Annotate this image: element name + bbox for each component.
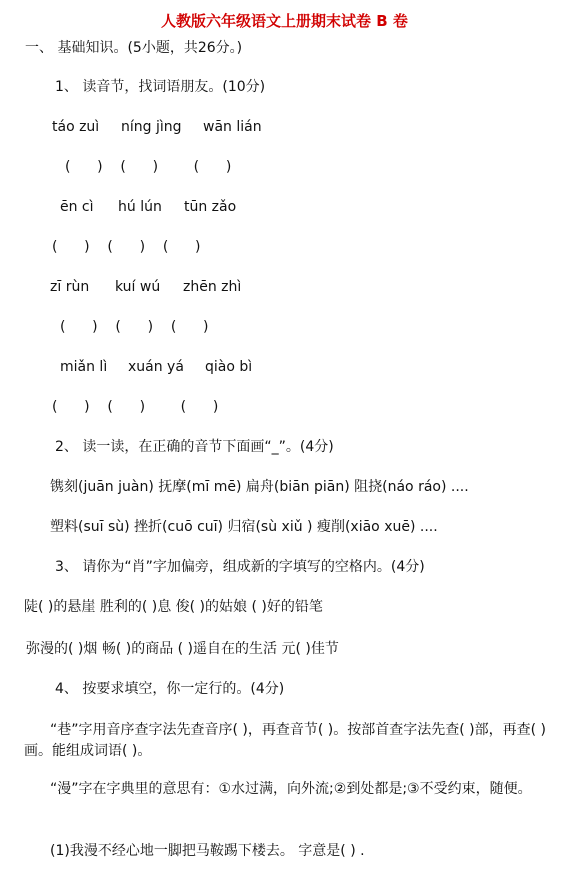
pinyin-item: qiào bì xyxy=(205,359,253,375)
page-title: 人教版六年级语文上册期末试卷 B 卷 xyxy=(161,12,408,30)
section-heading: 一、 基础知识。(5小题，共26分。) xyxy=(25,40,243,56)
question-4-paragraph: “漫”字在字典里的意思有：①水过满，向外流;②到处都是;③不受约束，随便。 xyxy=(50,781,532,797)
pinyin-item: wān lián xyxy=(203,119,262,135)
question-4-item: (1)我漫不经心地一脚把马鞍踢下楼去。 字意是( ) . xyxy=(50,843,365,859)
pinyin-item: xuán yá xyxy=(128,359,184,375)
pinyin-item: níng jìng xyxy=(121,119,182,135)
question-3-line: 弥漫的( )烟 畅( )的商品 ( )遥自在的生活 元( )佳节 xyxy=(26,641,339,657)
question-4-heading: 4、 按要求填空，你一定行的。(4分) xyxy=(55,681,285,697)
question-3-line: 陡( )的悬崖 胜利的( )息 俊( )的姑娘 ( )好的铅笔 xyxy=(24,599,323,615)
question-1-heading: 1、 读音节，找词语朋友。(10分) xyxy=(55,79,266,95)
answer-blanks: ( ) ( ) ( ) xyxy=(52,399,219,415)
question-3-heading: 3、 请你为“肖”字加偏旁，组成新的字填写的空格内。(4分) xyxy=(55,559,425,575)
question-4-paragraph: “巷”字用音序查字法先查音序( )，再查音节( )。按部首查字法先查( )部，再查( )画。能组成词语( )。 xyxy=(24,722,547,759)
question-2-line: 塑料(suī sù) 挫折(cuō cuī) 归宿(sù xiǔ ) 瘦削(xiāo xuē) .... xyxy=(50,519,438,535)
question-2-heading: 2、 读一读，在正确的音节下面画“_”。(4分) xyxy=(55,439,334,455)
pinyin-item: hú lún xyxy=(118,199,162,215)
answer-blanks: ( ) ( ) ( ) xyxy=(65,159,232,175)
pinyin-item: kuí wú xyxy=(115,279,161,295)
pinyin-item: miǎn lì xyxy=(60,359,108,375)
answer-blanks: ( ) ( ) ( ) xyxy=(60,319,209,335)
pinyin-item: tūn zǎo xyxy=(184,199,237,215)
pinyin-item: zhēn zhì xyxy=(183,279,242,295)
pinyin-item: ēn cì xyxy=(60,199,94,215)
question-2-line: 镌刻(juān juàn) 抚摩(mī mē) 扁舟(biān piān) 阻挠(náo ráo) .... xyxy=(50,479,469,495)
pinyin-item: zī rùn xyxy=(50,279,90,295)
pinyin-item: táo zuì xyxy=(52,119,100,135)
answer-blanks: ( ) ( ) ( ) xyxy=(52,239,201,255)
